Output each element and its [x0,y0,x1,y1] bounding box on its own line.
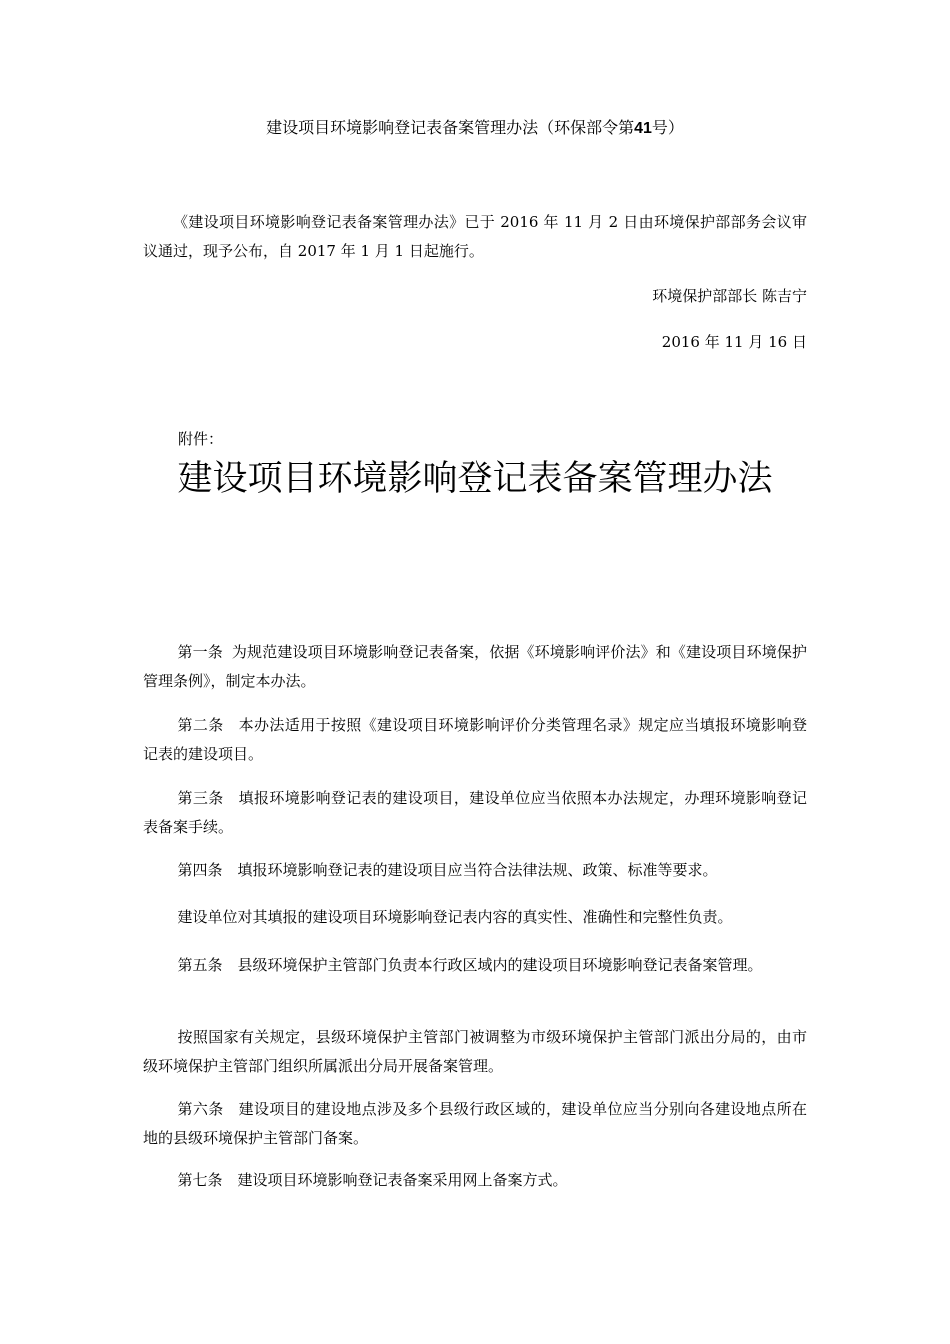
article-number: 第二条 [177,716,224,734]
article-number: 第四条 [177,861,223,879]
header-title-text: 建设项目环境影响登记表备案管理办法（环保部令第 [266,118,635,137]
article-3 [143,784,807,842]
article-text: 建设项目的建设地点涉及多个县级行政区域的，建设单位应当分别向各建设地点所在地的县级环境保护主管部门备案。 [143,1100,807,1147]
article-text: 本办法适用于按照《建设项目环境影响评价分类管理名录》规定应当填报环境影响登记表的建设项目。 [143,716,807,763]
order-number: 41 [634,120,652,137]
article-5-paragraph-2 [143,1023,807,1081]
header-title-suffix: 号） [651,118,684,137]
article-text: 填报环境影响登记表的建设项目，建设单位应当依照本办法规定，办理环境影响登记表备案手续。 [143,789,807,836]
article-text: 填报环境影响登记表的建设项目应当符合法律法规、政策、标准等要求。 [237,861,718,879]
article-number: 第一条 [177,643,223,661]
announcement-date: 2016 年 11 月 16 日 [661,333,807,351]
article-number: 第七条 [177,1171,223,1189]
article-7 [143,1166,807,1195]
article-text: 建设项目环境影响登记表备案采用网上备案方式。 [237,1171,568,1189]
article-6 [143,1095,807,1153]
article-number: 第五条 [177,956,223,974]
article-number: 第三条 [177,789,224,807]
article-text: 建设单位对其填报的建设项目环境影响登记表内容的真实性、准确性和完整性负责。 [177,908,733,926]
article-text: 为规范建设项目环境影响登记表备案，依据《环境影响评价法》和《建设项目环境保护管理条例》，制定本办法。 [143,643,807,690]
article-4-paragraph-2 [143,903,807,932]
article-4 [143,856,807,885]
article-2 [143,711,807,769]
article-1 [143,638,807,696]
article-text: 按照国家有关规定，县级环境保护主管部门被调整为市级环境保护主管部门派出分局的，由市级环境保护主管部门组织所属派出分局开展备案管理。 [143,1028,807,1075]
article-text: 县级环境保护主管部门负责本行政区域内的建设项目环境影响登记表备案管理。 [237,956,763,974]
document-header-title [143,116,807,141]
signatory: 环境保护部部长 陈吉宁 [652,287,807,305]
article-number: 第六条 [177,1100,224,1118]
announcement-paragraph: 《建设项目环境影响登记表备案管理办法》已于 2016 年 11 月 2 日由环境保护部部务会议审议通过，现予公布，自 2017 年 1 月 1 日起施行。 [143,213,807,260]
attachment-label: 附件： [178,430,224,448]
article-5 [143,951,807,980]
attachment-title: 建设项目环境影响登记表备案管理办法 [177,459,773,499]
